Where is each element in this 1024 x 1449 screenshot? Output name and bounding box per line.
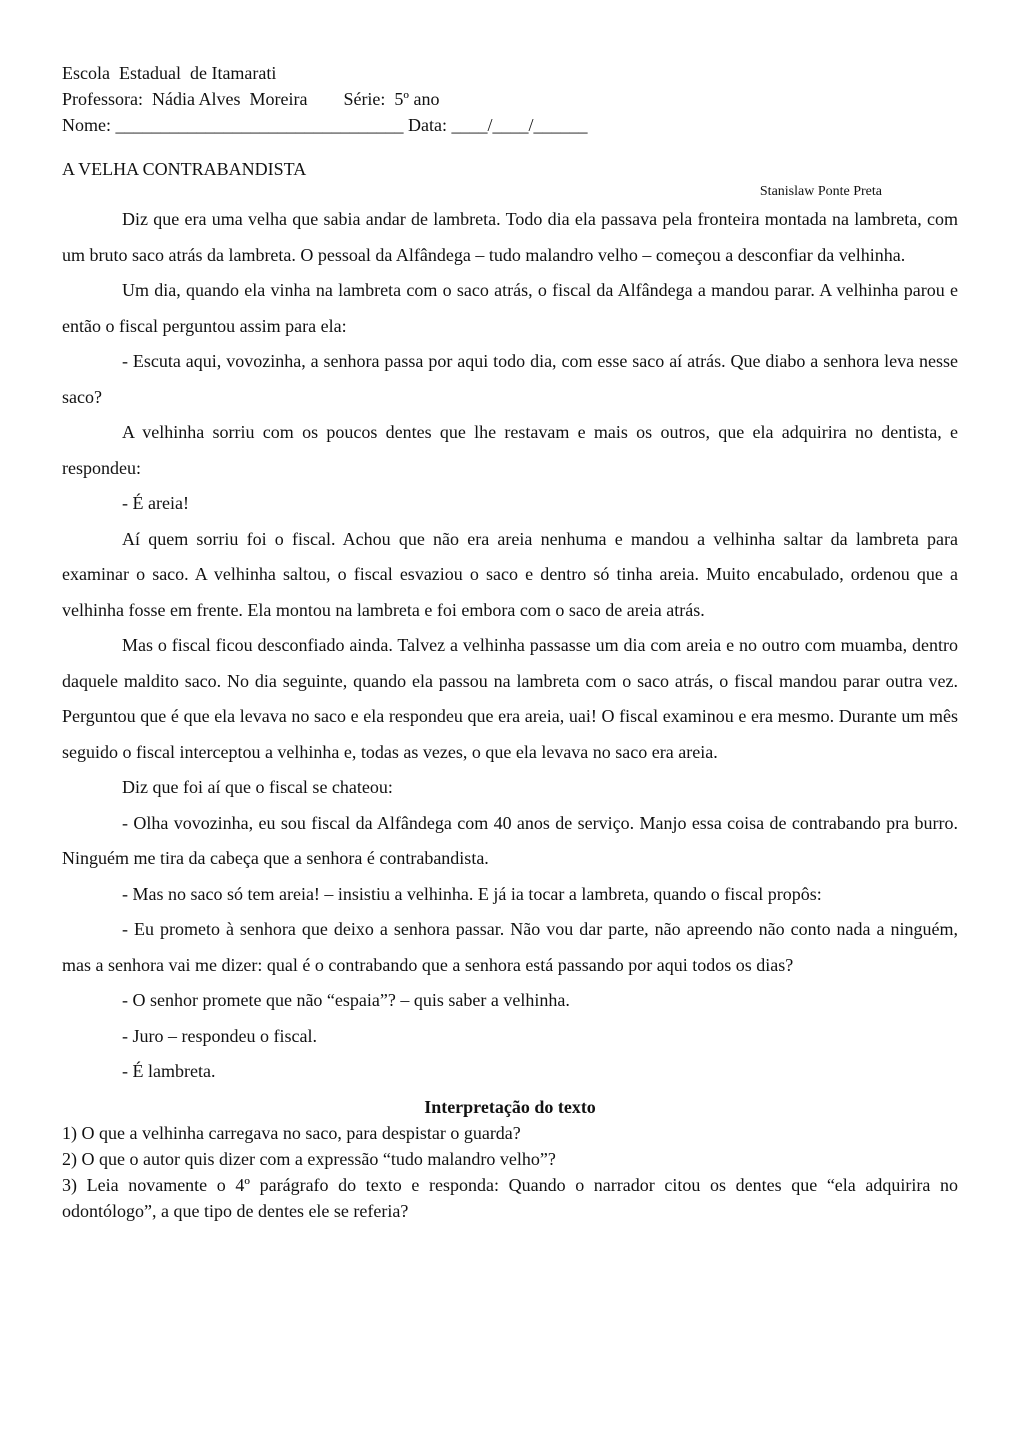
story-paragraph: - Mas no saco só tem areia! – insistiu a velhinha. E já ia tocar a lambreta, quando o fiscal propôs: (122, 883, 822, 904)
story-paragraph: A velhinha sorriu com os poucos dentes que lhe restavam e mais os outros, que ela adquirira no dentista, e respondeu: (62, 422, 958, 478)
story-paragraph: - É lambreta. (122, 1061, 216, 1081)
question-item: 1) O que a velhinha carregava no saco, para despistar o guarda? (62, 1122, 521, 1143)
story-paragraph: Um dia, quando ela vinha na lambreta com o saco atrás, o fiscal da Alfândega a mandou parar. A velhinha parou e então o fiscal perguntou assim para ela: (62, 280, 958, 336)
story-paragraph: Mas o fiscal ficou desconfiado ainda. Talvez a velhinha passasse um dia com areia e no outro com muamba, dentro daquele maldito saco. No dia seguinte, quando ela passou na lambreta com o saco atrás, o fiscal mandou parar outra vez. Perguntou que é que ela levava no saco e ela respondeu que era areia, uai! O fiscal examinou e era mesmo. Durante um mês seguido o fiscal interceptou a velhinha e, todas as vezes, o que ela levava no saco era areia. (62, 635, 958, 762)
story-paragraph: - Eu prometo à senhora que deixo a senhora passar. Não vou dar parte, não apreendo não conto nada a ninguém, mas a senhora vai me dizer: qual é o contrabando que a senhora está passando por aqui todos os dias? (62, 919, 958, 975)
question-item: 2) O que o autor quis dizer com a expressão “tudo malandro velho”? (62, 1148, 556, 1169)
grade-label: Série: 5º ano (343, 89, 440, 109)
story-paragraph: - Olha vovozinha, eu sou fiscal da Alfândega com 40 anos de serviço. Manjo essa coisa de contrabando pra burro. Ninguém me tira da cabeça que a senhora é contrabandista. (62, 812, 958, 868)
story-body (62, 202, 958, 1090)
question-list (62, 1120, 958, 1224)
interpretation-heading: Interpretação do texto (424, 1096, 596, 1117)
story-paragraph: Aí quem sorriu foi o fiscal. Achou que não era areia nenhuma e mandou a velhinha saltar da lambreta para examinar o saco. A velhinha saltou, o fiscal esvaziou o saco e dentro só tinha areia. Muito encabulado, ordenou que a velhinha fosse em frente. Ela montou na lambreta e foi embora com o saco de areia atrás. (62, 528, 958, 620)
story-title: A VELHA CONTRABANDISTA (62, 159, 307, 179)
school-name: Escola Estadual de Itamarati (62, 63, 277, 83)
worksheet-page (62, 60, 958, 1224)
name-date-line: Nome: ________________________________ Data: ____/____/______ (62, 115, 588, 135)
story-paragraph: - Juro – respondeu o fiscal. (122, 1025, 317, 1046)
question-item: 3) Leia novamente o 4º parágrafo do texto e responda: Quando o narrador citou os dentes que “ela adquirira no odontólogo”, a que tipo de dentes ele se referia? (62, 1174, 958, 1221)
story-paragraph: Diz que era uma velha que sabia andar de lambreta. Todo dia ela passava pela fronteira montada na lambreta, com um bruto saco atrás da lambreta. O pessoal da Alfândega – tudo malandro velho – começou a desconfiar da velhinha. (62, 209, 958, 265)
teacher-name: Professora: Nádia Alves Moreira (62, 89, 308, 109)
story-paragraph: - O senhor promete que não “espaia”? – quis saber a velhinha. (122, 990, 570, 1010)
teacher-grade-line (62, 86, 958, 112)
story-paragraph: - É areia! (122, 493, 189, 513)
story-author: Stanislaw Ponte Preta (759, 184, 882, 199)
story-paragraph: - Escuta aqui, vovozinha, a senhora passa por aqui todo dia, com esse saco aí atrás. Que diabo a senhora leva nesse saco? (62, 351, 958, 407)
story-paragraph: Diz que foi aí que o fiscal se chateou: (122, 777, 393, 797)
